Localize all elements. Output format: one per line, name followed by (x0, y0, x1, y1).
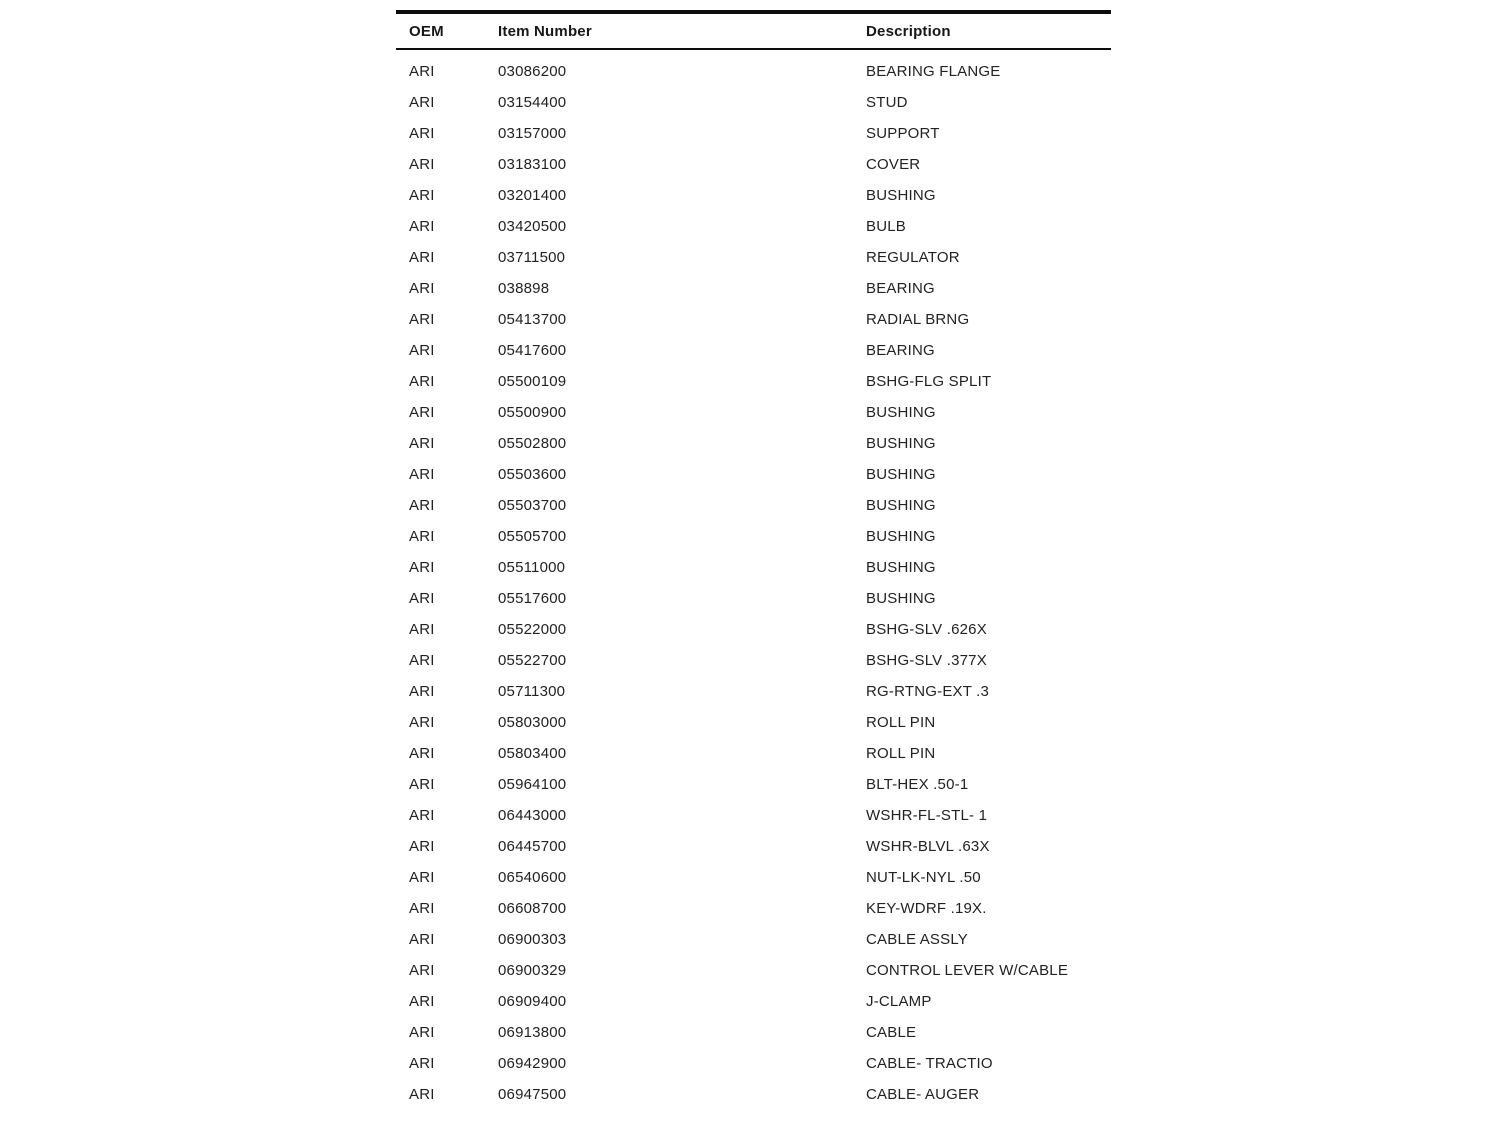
cell-description: CABLE- TRACTIO (866, 1055, 993, 1072)
table-row (396, 583, 1111, 614)
table-row (396, 242, 1111, 273)
table-row (396, 676, 1111, 707)
table-row (396, 87, 1111, 118)
parts-table-header (396, 12, 1111, 49)
cell-oem: ARI (409, 1024, 435, 1041)
cell-item_number: 05803400 (498, 745, 567, 762)
cell-item_number: 06900329 (498, 962, 567, 979)
cell-oem: ARI (409, 280, 435, 297)
cell-oem: ARI (409, 714, 435, 731)
table-row (396, 800, 1111, 831)
cell-oem: ARI (409, 776, 435, 793)
cell-item_number: 03711500 (498, 249, 566, 266)
cell-description: BSHG-SLV .377X (866, 652, 987, 669)
cell-item_number: 05517600 (498, 590, 567, 607)
cell-item_number: 06443000 (498, 807, 567, 824)
cell-oem: ARI (409, 218, 435, 235)
cell-oem: ARI (409, 342, 435, 359)
cell-item_number: 06900303 (498, 931, 567, 948)
cell-oem: ARI (409, 652, 435, 669)
cell-oem: ARI (409, 94, 435, 111)
cell-item_number: 038898 (498, 280, 550, 297)
table-row (396, 738, 1111, 769)
cell-description: BUSHING (866, 528, 936, 545)
cell-oem: ARI (409, 621, 435, 638)
table-row (396, 211, 1111, 242)
cell-item_number: 05511000 (498, 559, 566, 576)
column-header-oem: OEM (409, 23, 444, 40)
cell-oem: ARI (409, 559, 435, 576)
table-row (396, 428, 1111, 459)
cell-description: BUSHING (866, 559, 936, 576)
cell-item_number: 05500109 (498, 373, 567, 390)
cell-oem: ARI (409, 373, 435, 390)
cell-description: BSHG-SLV .626X (866, 621, 987, 638)
cell-description: WSHR-BLVL .63X (866, 838, 990, 855)
cell-description: BEARING FLANGE (866, 63, 1001, 80)
cell-item_number: 06942900 (498, 1055, 567, 1072)
table-row (396, 986, 1111, 1017)
cell-description: REGULATOR (866, 249, 960, 266)
cell-description: J-CLAMP (866, 993, 932, 1010)
cell-item_number: 06909400 (498, 993, 567, 1010)
cell-description: BUSHING (866, 590, 936, 607)
cell-oem: ARI (409, 962, 435, 979)
cell-item_number: 03086200 (498, 63, 567, 80)
table-row (396, 521, 1111, 552)
cell-description: BEARING (866, 280, 935, 297)
parts-table (396, 10, 1111, 1110)
cell-oem: ARI (409, 311, 435, 328)
cell-description: ROLL PIN (866, 714, 936, 731)
cell-item_number: 03420500 (498, 218, 567, 235)
cell-description: WSHR-FL-STL- 1 (866, 807, 988, 824)
cell-description: BUSHING (866, 187, 936, 204)
cell-item_number: 03157000 (498, 125, 567, 142)
column-header-item-number: Item Number (498, 23, 592, 40)
column-header-description: Description (866, 23, 951, 40)
cell-oem: ARI (409, 125, 435, 142)
table-row (396, 769, 1111, 800)
cell-description: CABLE- AUGER (866, 1086, 980, 1103)
cell-item_number: 05803000 (498, 714, 567, 731)
cell-oem: ARI (409, 683, 435, 700)
cell-item_number: 06445700 (498, 838, 567, 855)
table-row (396, 180, 1111, 211)
cell-item_number: 05503600 (498, 466, 567, 483)
table-row (396, 397, 1111, 428)
table-row (396, 459, 1111, 490)
cell-oem: ARI (409, 590, 435, 607)
cell-description: BULB (866, 218, 906, 235)
cell-oem: ARI (409, 528, 435, 545)
cell-oem: ARI (409, 900, 435, 917)
cell-description: BUSHING (866, 466, 936, 483)
table-row (396, 1048, 1111, 1079)
cell-item_number: 05711300 (498, 683, 566, 700)
table-row (396, 149, 1111, 180)
cell-item_number: 05503700 (498, 497, 567, 514)
cell-item_number: 06540600 (498, 869, 567, 886)
table-row (396, 1079, 1111, 1110)
cell-item_number: 06913800 (498, 1024, 567, 1041)
parts-table-body (396, 49, 1111, 1110)
cell-oem: ARI (409, 993, 435, 1010)
cell-item_number: 03154400 (498, 94, 567, 111)
cell-oem: ARI (409, 404, 435, 421)
cell-oem: ARI (409, 807, 435, 824)
cell-oem: ARI (409, 466, 435, 483)
cell-item_number: 03183100 (498, 156, 567, 173)
table-row (396, 893, 1111, 924)
cell-oem: ARI (409, 435, 435, 452)
cell-item_number: 06608700 (498, 900, 567, 917)
cell-description: BSHG-FLG SPLIT (866, 373, 992, 390)
cell-oem: ARI (409, 931, 435, 948)
cell-oem: ARI (409, 745, 435, 762)
cell-description: KEY-WDRF .19X. (866, 900, 987, 917)
cell-oem: ARI (409, 156, 435, 173)
cell-description: RG-RTNG-EXT .3 (866, 683, 990, 700)
cell-item_number: 05505700 (498, 528, 567, 545)
table-row (396, 335, 1111, 366)
cell-description: CONTROL LEVER W/CABLE (866, 962, 1069, 979)
cell-item_number: 03201400 (498, 187, 567, 204)
table-row (396, 924, 1111, 955)
cell-item_number: 05522700 (498, 652, 567, 669)
cell-description: NUT-LK-NYL .50 (866, 869, 981, 886)
cell-description: BUSHING (866, 497, 936, 514)
cell-oem: ARI (409, 497, 435, 514)
cell-description: RADIAL BRNG (866, 311, 970, 328)
cell-description: BEARING (866, 342, 935, 359)
table-row (396, 273, 1111, 304)
cell-description: BUSHING (866, 435, 936, 452)
cell-description: SUPPORT (866, 125, 940, 142)
cell-description: COVER (866, 156, 921, 173)
table-row (396, 490, 1111, 521)
cell-item_number: 06947500 (498, 1086, 567, 1103)
table-row (396, 645, 1111, 676)
table-row (396, 118, 1111, 149)
cell-oem: ARI (409, 249, 435, 266)
cell-oem: ARI (409, 63, 435, 80)
cell-description: BLT-HEX .50-1 (866, 776, 969, 793)
cell-description: CABLE ASSLY (866, 931, 968, 948)
cell-item_number: 05522000 (498, 621, 567, 638)
cell-item_number: 05964100 (498, 776, 567, 793)
table-row (396, 552, 1111, 583)
table-row (396, 831, 1111, 862)
cell-oem: ARI (409, 1055, 435, 1072)
table-row (396, 49, 1111, 87)
table-row (396, 614, 1111, 645)
cell-item_number: 05502800 (498, 435, 567, 452)
table-row (396, 1017, 1111, 1048)
table-row (396, 862, 1111, 893)
table-row (396, 955, 1111, 986)
table-row (396, 366, 1111, 397)
table-row (396, 707, 1111, 738)
cell-description: CABLE (866, 1024, 917, 1041)
cell-item_number: 05500900 (498, 404, 567, 421)
cell-oem: ARI (409, 869, 435, 886)
cell-oem: ARI (409, 838, 435, 855)
cell-description: STUD (866, 94, 908, 111)
header-row (396, 12, 1111, 49)
cell-oem: ARI (409, 1086, 435, 1103)
cell-description: ROLL PIN (866, 745, 936, 762)
cell-oem: ARI (409, 187, 435, 204)
table-row (396, 304, 1111, 335)
cell-description: BUSHING (866, 404, 936, 421)
cell-item_number: 05413700 (498, 311, 567, 328)
cell-item_number: 05417600 (498, 342, 567, 359)
